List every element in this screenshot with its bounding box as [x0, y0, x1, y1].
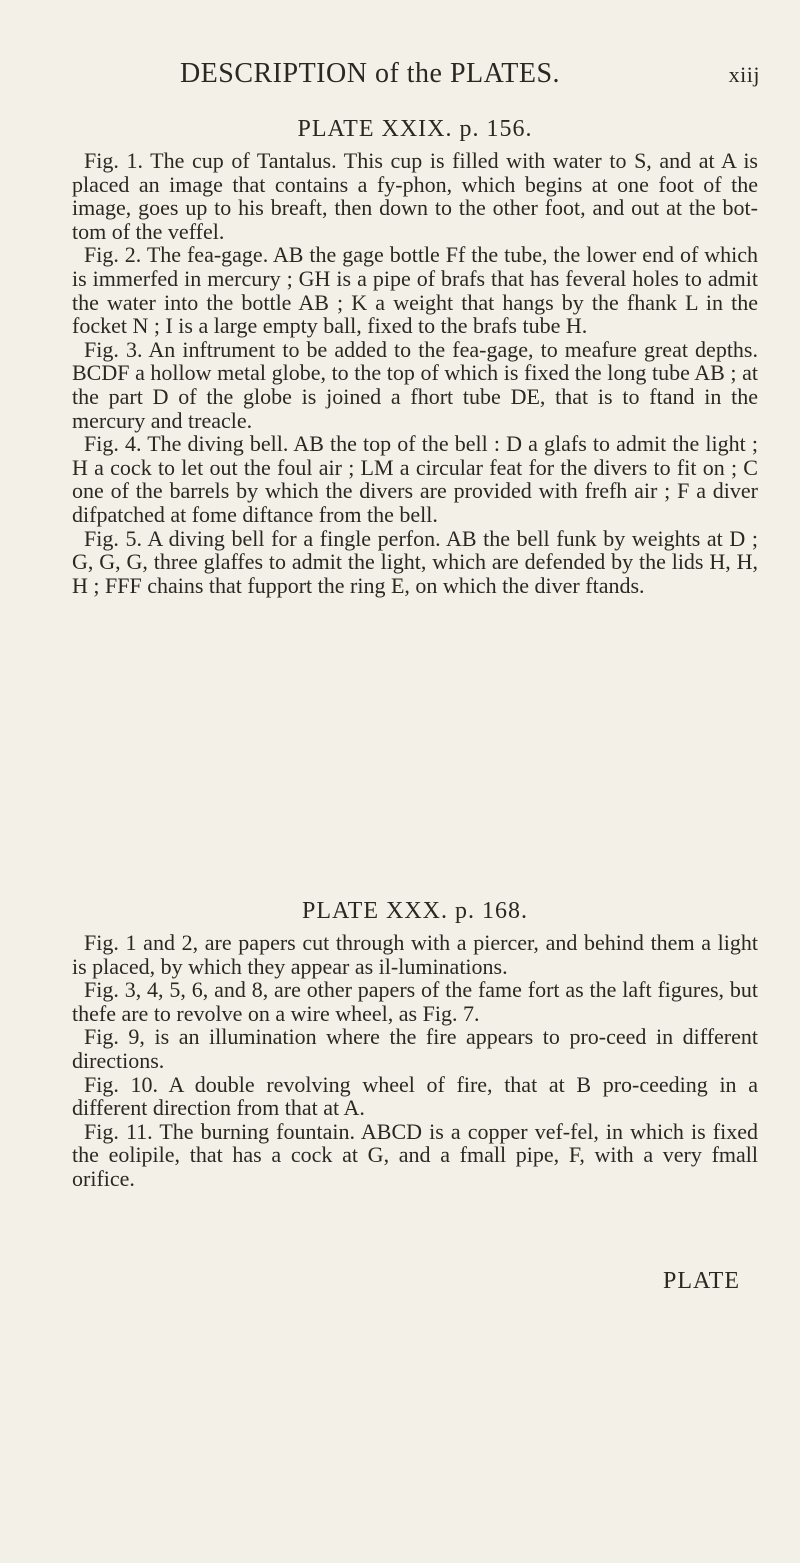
plate-heading: PLATE XXIX. p. 156. [297, 116, 533, 142]
figure-description: Fig. 4. The diving bell. AB the top of the bell : D a glafs to admit the light ; H a cock to let out the foul air ; LM a circular feat for the divers to fit on ; C one of the barrels by which the divers are provided with frefh air ; F a diver difpatched at fome diftance from the bell. [72, 431, 758, 527]
plate-xxx-section [72, 898, 758, 1191]
figure-description: Fig. 3. An inftrument to be added to the fea-gage, to meafure great depths. BCDF a hollow metal globe, to the top of which is fixed the long tube AB ; at the part D of the globe is joined a fhort tube DE, that is to ftand in the mercury and treacle. [72, 336, 758, 433]
figure-description: Fig. 1. The cup of Tantalus. This cup is filled with water to S, and at A is placed an image that contains a fy-phon, which begins at one foot of the image, goes up to his breaft, then down to the other foot, and out at the bot-tom of the veffel. [72, 148, 758, 244]
figure-description: Fig. 1 and 2, are papers cut through with a piercer, and behind them a light is placed, by which they appear as il-luminations. [72, 930, 758, 979]
figure-description: Fig. 9, is an illumination where the fire appears to pro-ceed in different directions. [72, 1024, 758, 1073]
figure-description: Fig. 2. The fea-gage. AB the gage bottle Ff the tube, the lower end of which is immerfed in mercury ; GH is a pipe of brafs that has feveral holes to admit the water into the bottle AB ; K a weight that hangs by the fhank L in the focket N ; I is a large empty ball, fixed to the brafs tube H. [72, 242, 758, 339]
plate-xxix-section [72, 116, 758, 597]
plate-heading: PLATE XXX. p. 168. [302, 898, 528, 924]
page-number: xiij [728, 62, 760, 87]
catchword: PLATE [663, 1268, 740, 1294]
figure-description: Fig. 5. A diving bell for a fingle perfon. AB the bell funk by weights at D ; G, G, G, three glaffes to admit the light, which are defended by the lids H, H, H ; FFF chains that fupport the ring E, on which the diver ftands. [72, 525, 758, 598]
figure-description: Fig. 10. A double revolving wheel of fire, that at B pro-ceeding in a different direction from that at A. [72, 1071, 758, 1121]
figure-description: Fig. 3, 4, 5, 6, and 8, are other papers of the fame fort as the laft figures, but thefe are to revolve on a wire wheel, as Fig. 7. [72, 977, 758, 1026]
running-head-title: DESCRIPTION of the PLATES. [179, 58, 561, 89]
figure-description: Fig. 11. The burning fountain. ABCD is a copper vef-fel, in which is fixed the eolipile, that has a cock at G, and a fmall pipe, F, with a very fmall orifice. [72, 1118, 758, 1191]
